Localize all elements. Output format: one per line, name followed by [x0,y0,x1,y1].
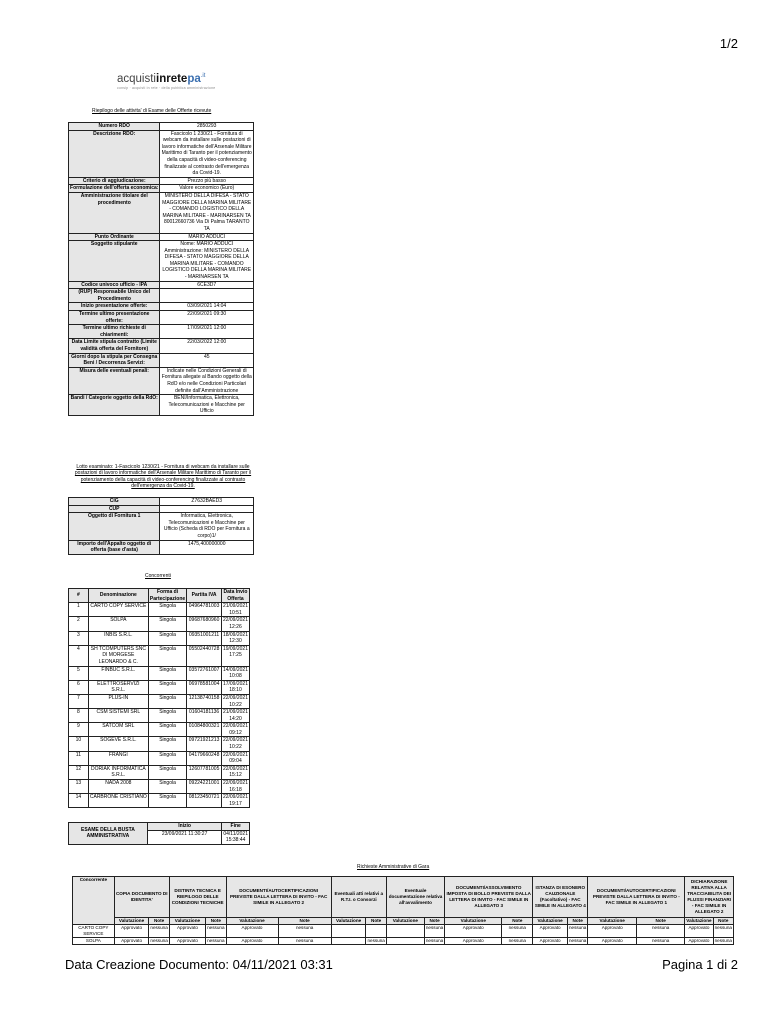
concorrente-piva: 05502440728 [187,645,222,666]
rdo-field-label: Giorni dopo la stipula per Consegna Beni / Decorrenza Servizi: [69,353,160,367]
note-cell: nessuna [207,938,225,943]
riepilogo-title: Riepilogo delle attivita' di Esame delle Offerte ricevute [92,108,212,114]
concorrente-name: INBIS S.R.L. [88,631,148,645]
rdo-row [69,281,254,289]
concorrente-data-invio: 18/09/2021 12:30 [222,631,248,645]
rdo-field-label: Punto Ordinante [69,233,160,241]
note-cell: nessuna [713,925,733,938]
concorrente-forma: Singola [148,751,186,765]
note-subheader: Note [637,918,685,925]
rdo-field-value: 2850293 [160,123,254,131]
rdo-row [69,311,254,325]
richieste-concorrente-name: SOLPA [73,938,115,945]
rdo-field-value: 45 [160,353,254,367]
concorrente-row [69,794,250,808]
concorrente-piva: 04179660248 [187,751,222,765]
concorrente-row [69,694,250,708]
concorrente-row [69,765,250,779]
rdo-row [69,241,254,282]
concorrente-forma: Singola [148,709,186,723]
note-cell [366,925,386,938]
valutazione-cell: Approvato [533,938,568,945]
concorrente-index: 12 [69,765,89,779]
rdo-field-label: Misura delle eventuali penali: [69,367,160,394]
concorrente-index: 9 [69,723,89,737]
rdo-field-label: Data Limite stipula contratto (Limite validità offerta del Fornitore) [69,339,160,353]
concorrente-row [69,751,250,765]
concorrente-index: 4 [69,645,89,666]
concorrente-row [69,723,250,737]
concorrente-piva: 09721921213 [187,737,222,751]
lotto-field-value: Z7632BAED3 [160,498,254,506]
rdo-field-value: Prezzo più basso [160,177,254,185]
concorrente-piva: 09687680960 [187,617,222,631]
richieste-header-row [73,877,734,918]
concorrente-data-invio: 19/09/2021 17:25 [221,645,249,666]
concorrente-index: 8 [69,709,89,723]
note-cell: nessuna [502,938,533,945]
note-cell: nessuna [149,925,169,938]
rdo-field-value: Indicate nelle Condizioni Generali di Fornitura allegate al Bando oggetto della RdO e/o nelle Condizioni Particolari definite dall'Amministrazione [161,367,252,394]
concorrente-data-invio: 22/09/2021 15:12 [222,765,248,779]
richieste-column-header: DOCUMENTI/AUTOCERTIFICAZIONI PREVISTE DALLA LETTERA DI INVITO - FAC SIMILE IN ALLEGATO 1 [588,877,685,918]
lotto-row [69,498,254,506]
richieste-column-header: Eventuali atti relativi a R.T.I. o Consorzi [331,877,386,918]
concorrente-data-invio: 22/09/2021 16:18 [222,780,248,793]
concorrente-piva: 12138740158 [187,694,222,708]
concorrente-index: 2 [69,617,89,631]
lotto-row [69,540,254,554]
concorrente-data-invio: 22/09/2021 12:26 [222,617,248,630]
rdo-row [69,130,254,177]
rdo-row [69,367,254,394]
rdo-row [69,303,254,311]
lotto-field-value [160,505,254,513]
valutazione-subheader: Valutazione [169,918,205,925]
esame-inizio-value: 23/09/2021 11:30:27 [147,830,221,844]
esame-inizio-header: Inizio [147,823,221,831]
note-subheader: Note [366,918,386,925]
richieste-column-header: ISTANZA DI ESONERO CAUZIONALE (Facoltativo) - FAC SIMILE IN ALLEGATO 4 [533,877,588,918]
concorrente-index: 10 [69,737,89,751]
concorrente-piva: 06978581004 [187,680,222,694]
richieste-row [73,925,734,938]
valutazione-subheader: Valutazione [114,918,149,925]
concorrente-data-invio: 22/09/2021 10:22 [222,737,248,751]
lotto-table [68,497,254,555]
concorrente-data-invio: 21/09/2021 10:51 [222,603,248,616]
rdo-field-value: MARIO ADDUCI [160,233,254,241]
valutazione-subheader: Valutazione [386,918,424,925]
concorrente-index: 6 [69,680,89,694]
note-subheader: Note [567,918,587,925]
concorrenti-column-header: Denominazione [88,589,148,603]
logo-part-2: inrete [156,73,188,85]
rdo-row [69,123,254,131]
rdo-field-label: (RUP) Responsabile Unico del Procedimento [69,289,160,303]
valutazione-cell: Approvato [226,925,278,938]
note-cell: nessuna [425,938,444,943]
note-cell: nessuna [568,938,587,943]
lotto-field-value: Informatica, Elettronica, Telecomunicazioni e Macchine per Ufficio (Scheda di RDO per Fornitura a corpo)1/ [160,513,254,540]
rdo-row [69,177,254,185]
note-subheader: Note [424,918,444,925]
concorrente-forma: Singola [148,666,186,680]
valutazione-cell [386,938,424,945]
concorrente-forma: Singola [148,765,186,779]
concorrente-piva: 12607781005 [187,765,222,779]
note-subheader: Note [278,918,331,925]
note-subheader: Note [502,918,533,925]
richieste-column-header: DOCUMENTI/ASSOLVIMENTO IMPOSTA DI BOLLO PREVISTE DALLA LETTERA DI INVITO - FAC SIMILE IN ALLEGATO 3 [445,877,533,918]
concorrente-row [69,631,250,645]
rdo-field-label: Criterio di aggiudicazione: [69,177,160,185]
rdo-field-label: Descrizione RDO: [69,130,160,177]
concorrenti-column-header: Partita IVA [187,589,222,603]
concorrente-forma: Singola [148,694,186,708]
valutazione-cell: Approvato [114,925,149,938]
concorrenti-column-header: # [69,589,89,603]
concorrente-forma: Singola [148,603,186,617]
lotto-field-label: Importo dell'Appalto oggetto di offerta (base d'asta) [69,540,160,554]
richieste-column-header: Eventuale documentazione relativa all'avvalimento [386,877,444,918]
concorrente-row [69,603,250,617]
valutazione-cell: Approvato [685,925,713,938]
logo-part-3: pa [187,73,201,85]
rdo-row [69,192,254,233]
note-cell: nessuna [278,938,331,945]
valutazione-cell: Approvato [588,938,637,945]
concorrente-index: 7 [69,694,89,708]
richieste-concorrente-name: CARTO COPY SERVICE [73,925,115,938]
rdo-row [69,185,254,193]
esame-label: ESAME DELLA BUSTA AMMINISTRATIVA [69,823,148,845]
rdo-row [69,339,254,353]
rdo-row [69,325,254,339]
richieste-column-header: DISTINTA TECNICA E RIEPILOGO DELLE CONDIZIONI TECNICHE [169,877,226,918]
note-cell: nessuna [150,938,168,943]
concorrente-name: SOGEVE S.R.L. [88,737,148,751]
concorrente-forma: Singola [148,680,186,694]
note-cell: nessuna [206,925,226,938]
concorrente-piva: 09224221001 [187,780,222,794]
lotto-row [69,513,254,540]
note-subheader: Note [713,918,733,925]
richieste-title: Richieste Amministrative di Gara [357,864,430,870]
valutazione-cell [331,925,366,938]
concorrente-index: 5 [69,666,89,680]
rdo-field-value: MINISTERO DELLA DIFESA - STATO MAGGIORE DELLA MARINA MILITARE - COMANDO LOGISTICO DELLA MARINA MILITARE - MARINARSEN TA 80012660736 Via Di Palma TARANTO TA [160,192,254,233]
note-cell: nessuna [278,925,331,938]
valutazione-subheader: Valutazione [588,918,637,925]
rdo-field-value: 22/03/2022 12:00 [160,339,254,353]
concorrente-row [69,645,250,666]
valutazione-subheader: Valutazione [226,918,278,925]
concorrente-forma: Singola [148,723,186,737]
page-number: 1/2 [719,36,738,51]
concorrenti-column-header: Data Invio Offerta [221,589,249,603]
note-cell: nessuna [367,938,385,943]
note-subheader: Note [206,918,226,925]
valutazione-cell: Approvato [445,925,502,938]
esame-fine-header: Fine [222,823,250,831]
concorrente-row [69,680,250,694]
rdo-field-label: Soggetto stipulante [69,241,160,282]
concorrente-name: SH TCOMPUTERS SNC DI MORGESE LEONARDO & C. [88,645,148,666]
rdo-field-value: Nome: MARIO ADDUCI Amministrazione: MINISTERO DELLA DIFESA - STATO MAGGIORE DELLA MARINA MILITARE - COMANDO LOGISTICO DELLA MARINA MILITARE - MARINARSEN TA [160,241,254,282]
concorrenti-table [68,588,250,808]
note-cell: nessuna [637,938,685,945]
note-cell: nessuna [424,925,444,938]
concorrente-name: ELETTROSERVIZI S.R.L. [88,680,148,694]
concorrente-data-invio: 22/09/2021 09:04 [222,751,248,765]
concorrente-index: 3 [69,631,89,645]
concorrente-row [69,780,250,794]
valutazione-subheader: Valutazione [331,918,366,925]
valutazione-cell: Approvato [226,938,278,945]
esame-busta-table [68,822,250,845]
concorrente-piva: 08123450721 [187,794,222,808]
rdo-field-label: Formulazione dell'offerta economica: [70,185,159,192]
concorrente-name: PLUS-IN [88,694,148,708]
concorrente-name: FRANGI [88,751,148,765]
rdo-row [69,289,254,303]
rdo-field-value: 17/09/2021 12:00 [160,325,254,339]
concorrente-data-invio: 22/09/2021 19:17 [222,794,248,807]
concorrente-name: CARBRONE CRISTIANO [88,794,148,808]
concorrente-data-invio: 22/09/2021 09:12 [222,723,248,736]
concorrente-piva: 09351001211 [187,631,222,645]
rdo-field-value: 6CE3D7 [160,281,254,289]
rdo-row [69,395,254,416]
concorrente-forma: Singola [148,631,186,645]
concorrente-forma: Singola [148,737,186,751]
concorrente-index: 11 [69,751,89,765]
valutazione-cell: Approvato [588,925,637,938]
lotto-title: Lotto esaminato: 1-Fascicolo 1230/21 - Fornitura di webcam da installare sulle postazioni di lavoro informatiche dell'Arsenale Militare Marittimo di Taranto per il potenziamento della capacità di video-conferencing finalizzate al contrasto dell'emergenza da Covid-19. [74,464,252,490]
concorrenti-title: Concorrenti [145,573,171,579]
concorrente-name: CSM SISTEMI SRL [88,709,148,723]
concorrente-index: 1 [69,603,89,617]
richieste-table [72,876,734,945]
rdo-field-label: Amministrazione titolare del procedimento [69,192,160,233]
concorrente-forma: Singola [148,780,186,794]
concorrente-data-invio: 14/09/2021 10:08 [222,666,248,680]
valutazione-cell: Approvato [169,925,205,938]
valutazione-cell: Approvato [445,938,502,945]
concorrente-index: 14 [69,794,89,808]
richieste-row [73,938,734,945]
note-subheader: Note [149,918,169,925]
lotto-field-value: 1475,400000000 [160,540,254,554]
logo-part-1: acquisti [117,73,156,85]
valutazione-cell [386,925,424,938]
logo-suffix: .it [200,73,206,80]
richieste-column-header: COPIA DOCUMENTO DI IDENTITA' [114,877,169,918]
concorrente-forma: Singola [148,794,186,808]
richieste-column-header: DOCUMENTI/AUTOCERTIFICAZIONI PREVISTE DALLA LETTERA DI INVITO - FAC SIMILE IN ALLEGATO 2 [226,877,331,918]
concorrente-piva: 01084800321 [187,723,222,737]
concorrente-piva: 04964781003 [187,603,222,617]
concorrenti-header-row [69,589,250,603]
logo-tagline: consip · acquisti in rete · della pubblica amministrazione [117,86,216,90]
rdo-field-label: Bandi / Categorie oggetto della RdO: [69,395,160,416]
note-cell: nessuna [502,925,533,938]
lotto-field-label: CUP [69,505,160,513]
richieste-column-header: Concorrente [73,877,115,925]
richieste-subheader-row [73,918,734,925]
concorrente-piva: 03572761007 [187,666,222,680]
concorrenti-column-header: Forma di Partecipazione [149,589,186,602]
rdo-field-value [160,289,254,303]
rdo-field-label: Termine ultimo richieste di chiarimenti: [69,325,160,339]
concorrente-data-invio: 17/09/2021 18:10 [222,680,248,694]
concorrente-name: SATCOM SRL [88,723,148,737]
footer-creation-date: Data Creazione Documento: 04/11/2021 03:31 [65,957,333,972]
concorrente-row [69,666,250,680]
valutazione-cell: Approvato [533,925,568,938]
valutazione-cell: Approvato [169,938,205,945]
rdo-field-value: BENI/Informatica, Elettronica, Telecomunicazioni e Macchine per Ufficio [160,395,254,416]
rdo-field-label: Codice univoco ufficio - IPA [69,281,160,289]
acquistinretepa-logo [117,73,215,90]
concorrente-name: SOLPA [88,617,148,631]
rdo-field-label: Inizio presentazione offerte: [69,303,160,311]
note-cell: nessuna [637,925,685,938]
concorrente-index: 13 [69,780,89,794]
concorrente-row [69,617,250,631]
concorrente-name: FINBUC S.R.L. [88,666,148,680]
rdo-field-label: Termine ultimo presentazione offerte: [69,311,160,325]
rdo-field-value: 22/09/2021 09:30 [160,311,254,325]
rdo-field-value: 03/09/2021 14:04 [160,303,254,311]
valutazione-subheader: Valutazione [686,918,712,923]
concorrente-row [69,709,250,723]
lotto-field-label: CIG [69,498,160,506]
concorrente-piva: 01604181136 [187,709,222,723]
valutazione-subheader: Valutazione [445,918,502,925]
note-cell: nessuna [714,938,732,943]
rdo-row [69,233,254,241]
lotto-field-label: Oggetto di Fornitura 1 [69,513,160,540]
rdo-summary-table [68,122,254,416]
concorrente-data-invio: 22/09/2021 10:22 [222,694,248,708]
concorrente-forma: Singola [148,645,186,666]
lotto-row [69,505,254,513]
valutazione-cell [331,938,366,945]
valutazione-subheader: Valutazione [533,918,568,925]
concorrente-forma: Singola [148,617,186,631]
richieste-column-header: DICHIARAZIONE RELATIVA ALLA TRACCIABILITA DEI FLUSSI FINANZIARI - FAC SIMILE IN ALLEGATO 2 [685,877,734,918]
concorrente-row [69,737,250,751]
concorrente-name: DORIAK INFORMATICA S.R.L. [88,765,148,779]
esame-fine-value: 04/11/2021 15:38:44 [223,830,248,844]
valutazione-cell: Approvato [685,938,713,945]
footer-page-count: Pagina 1 di 2 [662,957,738,972]
concorrente-name: CARTO COPY SERVICE [88,603,148,617]
note-cell: nessuna [567,925,587,938]
rdo-row [69,353,254,367]
concorrente-data-invio: 21/09/2021 14:20 [222,709,248,722]
concorrente-name: NADA 2008 [88,780,148,794]
rdo-field-value: Fascicolo 1 230/21 - Fornitura di webcam da installare sulle postazioni di lavoro informatiche dell'Arsenale Militare Marittimo di Taranto per il potenziamento della capacità di video-conferencing finalizzate al contrasto dell'emergenza da Covid-19. [161,130,252,177]
valutazione-cell: Approvato [114,938,149,945]
rdo-field-label: Numero RDO [69,123,160,131]
rdo-field-value: Valore economico (Euro) [160,185,254,193]
